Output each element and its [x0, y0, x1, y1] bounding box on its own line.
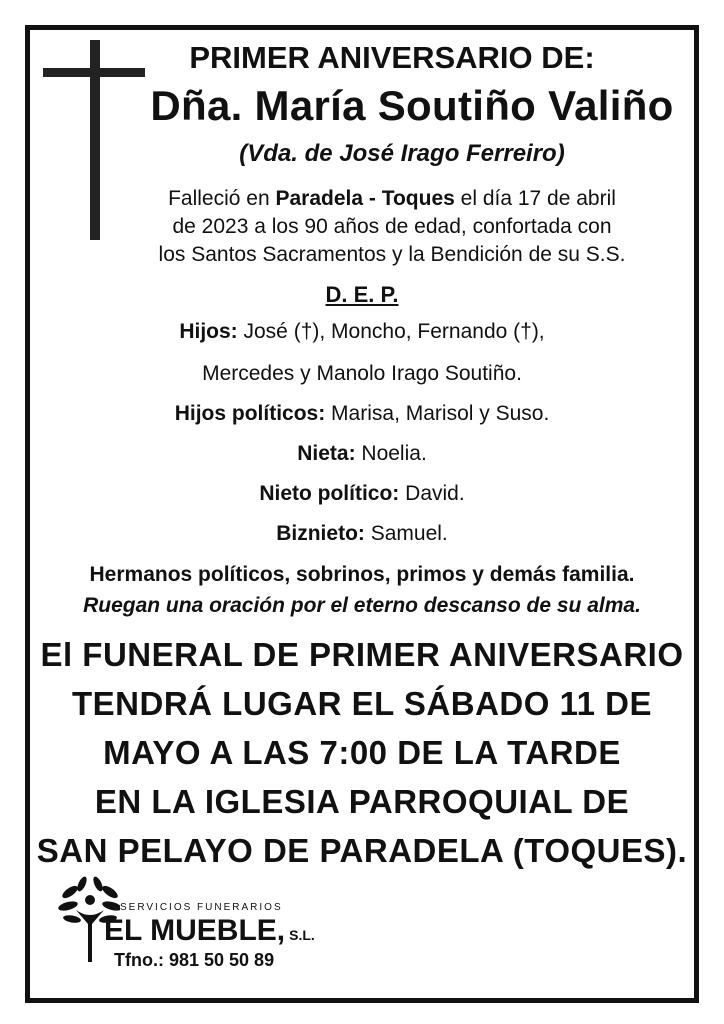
death-line-1	[60, 185, 724, 213]
logo-subtitle: SERVICIOS FUNERARIOS	[120, 902, 283, 913]
funeral-announcement	[0, 630, 724, 875]
family-hijos	[0, 320, 724, 344]
funeral-line-2: TENDRÁ LUGAR EL SÁBADO 11 DE	[72, 685, 652, 722]
family-hijos-politicos	[0, 402, 724, 426]
funeral-line-4: EN LA IGLESIA PARROQUIAL DE	[94, 783, 630, 820]
deceased-name: Dña. María Soutiño Valiño	[150, 82, 674, 129]
nieto-politico-name: David.	[399, 482, 465, 505]
hijos-label: Hijos:	[179, 320, 238, 343]
logo-suffix: S.L.	[289, 927, 315, 943]
funeral-line-3: MAYO A LAS 7:00 DE LA TARDE	[103, 734, 621, 771]
family-biznieto	[0, 522, 724, 546]
hijos-names-1: José (†), Moncho, Fernando (†),	[237, 320, 545, 343]
logo-phone: Tfno.: 981 50 50 89	[114, 950, 275, 970]
nieto-politico-label: Nieto político:	[259, 482, 400, 505]
death-line-1-post: el día 17 de abril	[454, 187, 616, 210]
widow-of: (Vda. de José Irago Ferreiro)	[239, 140, 565, 167]
death-place: Paradela - Toques	[275, 187, 455, 210]
logo-name-text: EL MUEBLE,	[104, 914, 286, 947]
hijos-politicos-label: Hijos políticos:	[174, 402, 326, 425]
death-line-1-pre: Falleció en	[168, 187, 276, 210]
dep-abbreviation: D. E. P.	[325, 282, 399, 307]
death-line-2: de 2023 a los 90 años de edad, confortada con	[172, 215, 612, 238]
prayer-request: Ruegan una oración por el eterno descanso de su alma.	[83, 594, 641, 617]
death-line-3: los Santos Sacramentos y la Bendición de su S.S.	[158, 243, 626, 266]
other-relatives: Hermanos políticos, sobrinos, primos y demás familia.	[89, 563, 635, 586]
notice-header: PRIMER ANIVERSARIO DE:	[189, 40, 595, 75]
nieta-name: Noelia.	[355, 442, 427, 465]
biznieto-name: Samuel.	[364, 522, 448, 545]
funeral-line-1: El FUNERAL DE PRIMER ANIVERSARIO	[40, 636, 684, 673]
family-nieta	[0, 442, 724, 466]
hijos-politicos-names: Marisa, Marisol y Suso.	[325, 402, 550, 425]
family-nieto-politico	[0, 482, 724, 506]
biznieto-label: Biznieto:	[276, 522, 365, 545]
nieta-label: Nieta:	[297, 442, 356, 465]
logo-name	[104, 914, 315, 948]
family-hijos-cont: Mercedes y Manolo Irago Soutiño.	[202, 362, 522, 385]
funeral-line-5: SAN PELAYO DE PARADELA (TOQUES).	[36, 832, 688, 869]
death-details	[60, 185, 724, 269]
funeral-home-logo	[58, 876, 358, 976]
